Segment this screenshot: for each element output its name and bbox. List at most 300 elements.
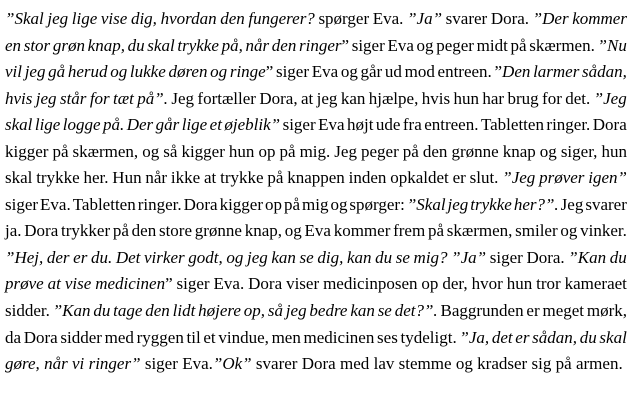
word xyxy=(248,271,282,298)
quoted-speech-text: Den xyxy=(502,62,531,82)
word xyxy=(529,33,595,60)
word xyxy=(203,325,215,352)
word xyxy=(448,192,469,219)
word xyxy=(127,112,153,139)
text-line xyxy=(5,6,627,33)
quoted-speech-text: jeg xyxy=(246,247,268,267)
quoted-speech-text: knap, xyxy=(87,35,125,55)
narrative-text: højt xyxy=(346,115,374,135)
narrative-text: spørger xyxy=(318,9,370,28)
word xyxy=(482,86,504,113)
quoted-speech-text: prøver xyxy=(539,168,585,188)
narrative-text: kommer xyxy=(333,221,391,241)
narrative-text: meget xyxy=(542,301,585,321)
narrative-text: tydeligt. xyxy=(400,327,457,347)
quoted-speech-text: vise xyxy=(64,274,92,294)
word xyxy=(144,245,185,272)
word xyxy=(283,112,316,139)
narrative-text: knap xyxy=(502,141,536,161)
word xyxy=(318,6,369,33)
quoted-speech-text: ”Hej, xyxy=(5,247,44,267)
narrative-text: svarer xyxy=(255,354,298,374)
word xyxy=(369,86,419,113)
narrative-text: Eva xyxy=(311,62,339,82)
word xyxy=(130,59,166,86)
word xyxy=(68,59,108,86)
word xyxy=(184,192,218,219)
word xyxy=(502,165,535,192)
word xyxy=(533,59,579,86)
narrative-text: Eva xyxy=(318,115,345,135)
narrative-text: når xyxy=(145,168,168,188)
quoted-speech-text: godt, xyxy=(188,247,223,267)
word xyxy=(447,218,513,245)
word xyxy=(173,298,196,325)
word xyxy=(36,86,57,113)
word xyxy=(220,192,263,219)
word xyxy=(113,298,142,325)
narrative-text: på xyxy=(510,35,527,55)
narrative-text: Hun xyxy=(112,168,142,188)
word xyxy=(47,245,70,272)
word xyxy=(572,6,627,33)
word xyxy=(63,112,101,139)
word xyxy=(395,298,438,325)
quoted-speech-text: tæt xyxy=(113,88,134,108)
word xyxy=(145,298,170,325)
word xyxy=(248,6,314,33)
narrative-text: og xyxy=(330,194,348,214)
word xyxy=(511,33,527,60)
narrative-text: Jeg xyxy=(171,88,195,108)
quoted-speech-text: på”. xyxy=(137,88,168,108)
narrative-text: siger xyxy=(176,274,210,294)
narrative-text: siger, xyxy=(560,141,598,161)
word xyxy=(341,86,366,113)
word xyxy=(259,86,297,113)
narrative-text: da xyxy=(5,327,22,347)
quoted-speech-text: du xyxy=(127,35,145,55)
narrative-text: peger xyxy=(436,35,474,55)
narrative-text: knappen xyxy=(287,168,345,188)
narrative-text: sidder. xyxy=(5,301,50,321)
word xyxy=(330,192,347,219)
word xyxy=(526,245,564,272)
quoted-speech-text: det xyxy=(491,327,513,347)
word xyxy=(546,112,590,139)
narrative-text: hun xyxy=(601,141,627,161)
word xyxy=(610,245,627,272)
narrative-text: Eva xyxy=(387,35,414,55)
narrative-text: skal xyxy=(5,168,33,188)
word xyxy=(65,271,91,298)
word xyxy=(540,139,557,166)
word xyxy=(177,271,210,298)
word xyxy=(101,6,127,33)
word xyxy=(318,112,344,139)
word xyxy=(272,325,301,352)
word xyxy=(137,325,184,352)
quoted-speech-text: døren xyxy=(168,62,208,82)
narrative-text: på xyxy=(267,168,284,188)
word xyxy=(349,165,387,192)
word xyxy=(161,6,217,33)
word xyxy=(44,351,68,378)
narrative-text: Dora. xyxy=(490,9,530,28)
narrative-text: vindue, xyxy=(218,327,269,347)
quoted-speech-text: står xyxy=(59,88,87,108)
word xyxy=(580,218,627,245)
word xyxy=(163,139,177,166)
quoted-speech-text: igen” xyxy=(588,168,627,188)
quoted-speech-text: kommer xyxy=(572,9,627,28)
quoted-speech-text: sådan, xyxy=(532,327,578,347)
narrative-text: på xyxy=(555,354,572,374)
word xyxy=(599,325,626,352)
quoted-speech-text: se xyxy=(395,247,410,267)
word xyxy=(177,33,219,60)
narrative-text: hvor xyxy=(471,274,503,294)
word xyxy=(168,59,207,86)
word xyxy=(312,59,338,86)
word xyxy=(491,6,529,33)
quoted-speech-text: dig, xyxy=(130,9,157,28)
word xyxy=(105,325,134,352)
text-line xyxy=(5,139,627,166)
word xyxy=(514,192,559,219)
text-line xyxy=(5,351,627,378)
word xyxy=(352,33,385,60)
word xyxy=(507,86,538,113)
narrative-text: Eva xyxy=(304,221,331,241)
quoted-speech-text: grøn xyxy=(52,35,85,55)
word xyxy=(593,112,627,139)
word xyxy=(286,298,307,325)
narrative-text: lav xyxy=(373,354,395,374)
word xyxy=(224,112,280,139)
word xyxy=(375,245,392,272)
word xyxy=(187,325,201,352)
quoted-speech-text: kan xyxy=(346,247,372,267)
word xyxy=(587,298,627,325)
word xyxy=(387,33,413,60)
word xyxy=(24,218,58,245)
narrative-text: sig xyxy=(531,354,552,374)
quoted-speech-text: når xyxy=(245,35,270,55)
narrative-text: peger xyxy=(361,141,399,161)
word xyxy=(560,218,577,245)
quoted-speech-text: er xyxy=(515,327,530,347)
narrative-text: kigger xyxy=(219,194,263,214)
narrative-text: Dora, xyxy=(259,88,298,108)
narrative-text: op xyxy=(421,274,439,294)
narrative-text: grønne xyxy=(194,221,242,241)
quoted-speech-text: her?”. xyxy=(513,194,559,214)
word xyxy=(585,192,627,219)
word xyxy=(347,245,372,272)
narrative-text: mørk, xyxy=(586,301,627,321)
narrative-text: og xyxy=(416,35,434,55)
text-line xyxy=(5,59,627,86)
word xyxy=(526,298,539,325)
quoted-speech-text: at xyxy=(47,274,61,294)
text-line xyxy=(5,298,627,325)
word xyxy=(204,165,216,192)
word xyxy=(542,86,562,113)
narrative-text: Jeg xyxy=(560,194,584,214)
word xyxy=(72,351,84,378)
narrative-text: ryggen xyxy=(136,327,184,347)
narrative-text: skærmen, xyxy=(446,221,513,241)
word xyxy=(422,86,450,113)
narrative-text: trykke xyxy=(36,168,80,188)
quoted-speech-text: på. xyxy=(103,115,125,135)
word xyxy=(441,298,524,325)
quoted-speech-text: gøre, xyxy=(5,354,40,374)
word xyxy=(73,192,136,219)
narrative-text: mod xyxy=(404,62,435,82)
narrative-text: Dora xyxy=(301,354,336,374)
word xyxy=(47,6,68,33)
word xyxy=(93,298,110,325)
narrative-text: siger xyxy=(5,194,39,214)
narrative-text: på xyxy=(52,141,69,161)
narrative-text: ringer. xyxy=(546,115,591,135)
word xyxy=(470,165,499,192)
word xyxy=(285,218,302,245)
narrative-text: ” xyxy=(494,62,503,82)
word xyxy=(245,218,282,245)
quoted-speech-text: skal xyxy=(599,327,627,347)
word xyxy=(138,192,182,219)
narrative-text: knap, xyxy=(244,221,283,241)
quoted-speech-text: går xyxy=(155,115,180,135)
word xyxy=(147,33,174,60)
narrative-text: siger xyxy=(282,115,316,135)
narrative-text: trykke xyxy=(220,168,264,188)
narrative-text: svarer xyxy=(585,194,627,214)
quoted-speech-text: medicinen xyxy=(95,274,166,294)
word xyxy=(393,218,425,245)
narrative-text: Eva. xyxy=(182,354,213,374)
word xyxy=(399,351,452,378)
quoted-speech-text: bedre xyxy=(309,301,348,321)
word xyxy=(95,271,172,298)
word xyxy=(229,139,255,166)
word xyxy=(401,325,457,352)
word xyxy=(582,59,627,86)
word xyxy=(61,218,110,245)
narrative-text: og xyxy=(560,221,578,241)
narrative-text: hun xyxy=(453,88,479,108)
word xyxy=(182,112,208,139)
quoted-speech-text: jeg xyxy=(24,62,46,82)
quoted-speech-text: hvis xyxy=(5,88,33,108)
narrative-text: medicinposen xyxy=(323,274,418,294)
quoted-speech-text: lige xyxy=(181,115,208,135)
narrative-text: at xyxy=(204,168,217,188)
word xyxy=(83,165,108,192)
word xyxy=(113,218,129,245)
word xyxy=(268,298,283,325)
word xyxy=(220,6,245,33)
narrative-text: ikke xyxy=(170,168,201,188)
word xyxy=(276,59,309,86)
narrative-text: Dora xyxy=(248,274,283,294)
word xyxy=(472,271,503,298)
word xyxy=(110,59,127,86)
word xyxy=(73,139,139,166)
narrative-text: brug xyxy=(507,88,539,108)
word xyxy=(533,6,569,33)
quoted-speech-text: ”Kan xyxy=(52,301,91,321)
quoted-speech-text: vil xyxy=(5,62,22,82)
quoted-speech-text: jeg xyxy=(47,9,69,28)
word xyxy=(244,298,265,325)
quoted-speech-text: sådan, xyxy=(582,62,627,82)
word xyxy=(52,139,68,166)
word xyxy=(230,59,273,86)
word xyxy=(405,59,435,86)
narrative-text: Dora xyxy=(592,115,627,135)
narrative-text: smiler xyxy=(515,221,558,241)
narrative-text: Dora. xyxy=(526,247,565,267)
word xyxy=(60,86,86,113)
word xyxy=(171,165,200,192)
narrative-text: slut. xyxy=(469,168,499,188)
quoted-speech-text: du xyxy=(93,301,111,321)
narrative-text: og xyxy=(142,141,160,161)
word xyxy=(128,33,145,60)
word xyxy=(334,139,357,166)
word xyxy=(60,325,102,352)
narrative-text: har xyxy=(482,88,505,108)
quoted-speech-text: den xyxy=(271,35,297,55)
quoted-speech-text: fungerer? xyxy=(248,9,315,28)
word xyxy=(334,218,391,245)
word xyxy=(556,351,572,378)
word xyxy=(88,33,125,60)
word xyxy=(222,33,243,60)
narrative-text: kan xyxy=(340,88,366,108)
narrative-text: Jeg xyxy=(334,141,357,161)
word xyxy=(424,112,478,139)
narrative-text: siger xyxy=(489,247,523,267)
narrative-text: Eva. xyxy=(40,194,71,214)
word xyxy=(407,6,442,33)
word xyxy=(304,325,375,352)
word xyxy=(256,351,298,378)
word xyxy=(112,165,141,192)
narrative-text: ja. xyxy=(5,221,22,241)
word xyxy=(5,271,44,298)
word xyxy=(220,165,263,192)
quoted-speech-text: dig, xyxy=(317,247,344,267)
narrative-text: kigger xyxy=(181,141,225,161)
narrative-text: på xyxy=(283,194,301,214)
quoted-speech-text: kan xyxy=(271,247,296,267)
text-line xyxy=(5,33,627,60)
word xyxy=(376,112,401,139)
word xyxy=(598,33,627,60)
quoted-speech-text: jeg xyxy=(285,301,307,321)
quoted-speech-text: den xyxy=(220,9,245,28)
narrative-text: til xyxy=(186,327,201,347)
quoted-speech-text: se xyxy=(377,301,392,321)
quoted-speech-text: og xyxy=(110,62,128,82)
text-line xyxy=(5,271,627,298)
narrative-text: medicinen xyxy=(303,327,375,347)
word xyxy=(305,218,331,245)
narrative-text: ringer. xyxy=(137,194,182,214)
word xyxy=(490,245,523,272)
quoted-speech-text: kan xyxy=(350,301,375,321)
word xyxy=(299,33,349,60)
narrative-text: men xyxy=(271,327,301,347)
narrative-text: siger xyxy=(275,62,310,82)
narrative-text: stemme xyxy=(398,354,452,374)
word xyxy=(5,33,21,60)
narrative-text: med xyxy=(340,354,370,374)
narrative-text: og xyxy=(284,221,302,241)
word xyxy=(453,165,466,192)
word xyxy=(24,33,50,60)
narrative-text: går xyxy=(360,62,383,82)
quoted-speech-text: ”Kan xyxy=(568,247,607,267)
word xyxy=(323,271,417,298)
quoted-speech-text: ”Ja” xyxy=(451,247,487,267)
quoted-speech-text: Det xyxy=(115,247,141,267)
word xyxy=(451,139,498,166)
quoted-speech-text: Der xyxy=(126,115,154,135)
word xyxy=(347,112,373,139)
quoted-speech-text: en xyxy=(5,35,22,55)
narrative-text: ” xyxy=(265,62,274,82)
quoted-speech-text: der xyxy=(46,247,70,267)
narrative-text: og xyxy=(340,62,358,82)
word xyxy=(103,112,124,139)
quoted-speech-text: du xyxy=(375,247,393,267)
narrative-text: Dora xyxy=(23,327,58,347)
quoted-speech-text: lige xyxy=(34,115,61,135)
narrative-text: ud xyxy=(384,62,402,82)
word xyxy=(287,165,345,192)
document-paragraph xyxy=(5,6,627,378)
word xyxy=(197,86,256,113)
quoted-speech-text: det?”. xyxy=(394,301,438,321)
word xyxy=(532,325,577,352)
quoted-speech-text: skal xyxy=(147,35,175,55)
word xyxy=(156,112,180,139)
quoted-speech-text: gå xyxy=(48,62,66,82)
narrative-text: entreen. xyxy=(437,62,492,82)
word xyxy=(113,86,134,113)
quoted-speech-text: jeg xyxy=(35,88,57,108)
quoted-speech-text: hvordan xyxy=(160,9,217,28)
word xyxy=(48,59,65,86)
word xyxy=(25,59,46,86)
word xyxy=(588,165,627,192)
text-line xyxy=(5,218,627,245)
word xyxy=(198,298,241,325)
word xyxy=(265,192,282,219)
word xyxy=(5,245,43,272)
word xyxy=(5,192,38,219)
word xyxy=(226,245,243,272)
word xyxy=(565,271,627,298)
narrative-text: er xyxy=(452,168,466,188)
narrative-text: armen. xyxy=(575,354,623,374)
